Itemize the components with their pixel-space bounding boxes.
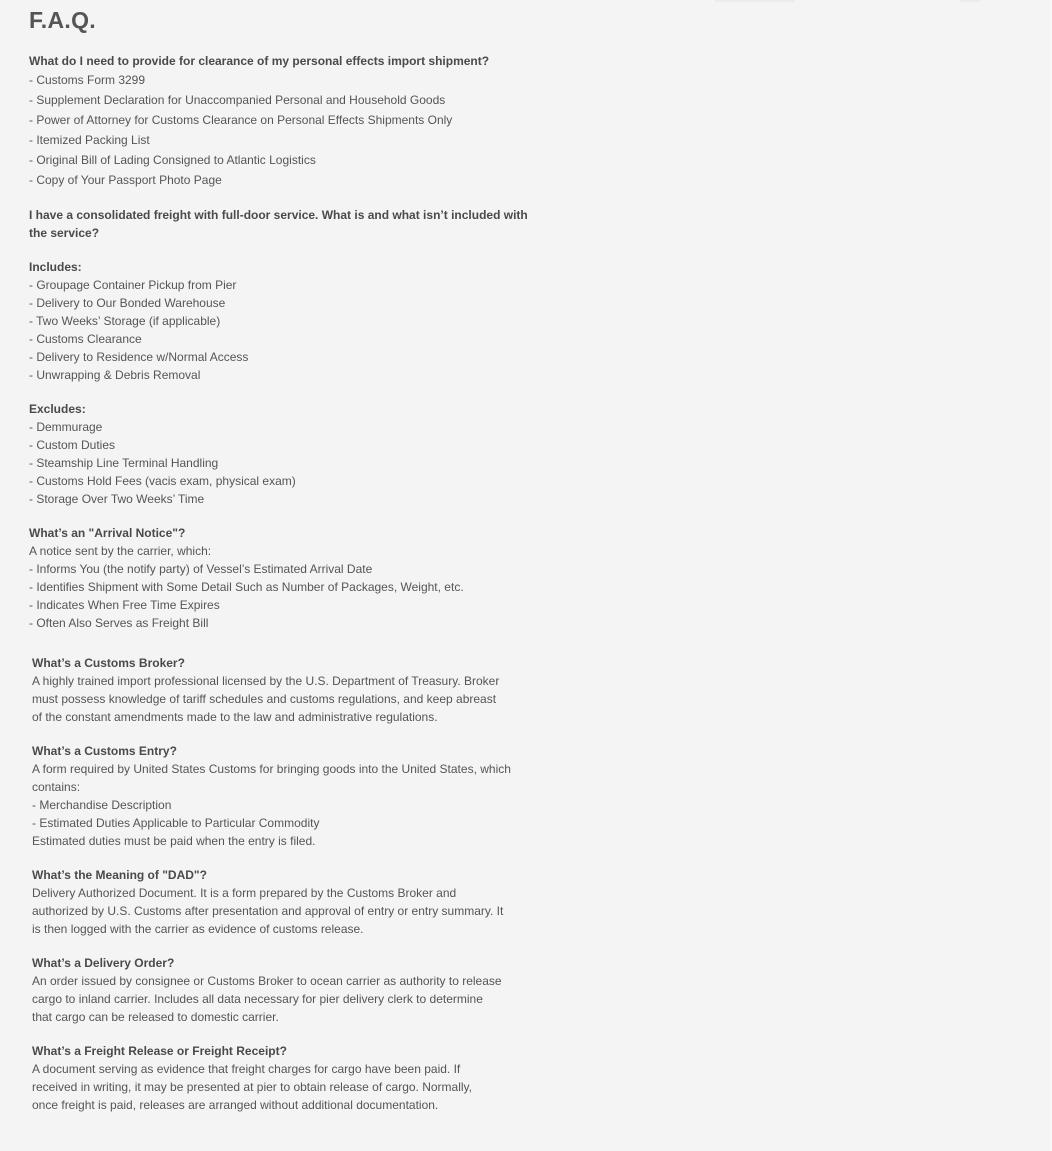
faq-item-freight-release [32,1042,511,1114]
list-item: - Estimated Duties Applicable to Particular Commodity [32,816,320,830]
list-item: - Storage Over Two Weeks’ Time [29,492,205,506]
faq-answer-line: once freight is paid, releases are arranged without additional documentation. [32,1098,439,1112]
list-item: - Itemized Packing List [29,133,150,147]
faq-question: I have a consolidated freight with full-door service. What is and what isn’t included with [29,208,528,222]
list-item: - Two Weeks’ Storage (if applicable) [29,314,221,328]
list-item: - Customs Form 3299 [29,73,146,87]
faq-answer-intro: A notice sent by the carrier, which: [29,544,212,558]
list-item: - Customs Hold Fees (vacis exam, physical exam) [29,474,296,488]
faq-item-consolidated-freight [29,206,528,508]
faq-answer-line: of the constant amendments made to the law and administrative regulations. [32,710,438,724]
spacer [29,242,528,258]
list-item: - Indicates When Free Time Expires [29,598,220,612]
faq-item-customs-broker [32,654,511,726]
faq-answer-line: A form required by United States Customs for bringing goods into the United States, which [32,762,511,776]
list-item: - Supplement Declaration for Unaccompanied Personal and Household Goods [29,93,446,107]
list-item: - Unwrapping & Debris Removal [29,368,201,382]
faq-answer-list [29,70,528,190]
faq-item-arrival-notice [29,524,528,632]
top-divider-small [960,0,980,2]
faq-question: What’s the Meaning of "DAD"? [32,868,207,882]
page-title: F.A.Q. [29,7,96,33]
faq-answer-line: must possess knowledge of tariff schedules and customs regulations, and keep abreast [32,692,497,706]
excludes-heading: Excludes: [29,402,86,416]
faq-question: What’s an "Arrival Notice"? [29,526,186,540]
faq-question: What’s a Customs Broker? [32,656,185,670]
spacer [29,384,528,400]
faq-block-b [32,654,511,1114]
list-item: - Delivery to Our Bonded Warehouse [29,296,226,310]
list-item: - Delivery to Residence w/Normal Access [29,350,249,364]
faq-block-a [29,52,528,632]
faq-answer-line: A document serving as evidence that freight charges for cargo have been paid. If [32,1062,461,1076]
faq-item-delivery-order [32,954,511,1026]
faq-item-customs-entry [32,742,511,850]
list-item: - Merchandise Description [32,798,172,812]
list-item: - Identifies Shipment with Some Detail Such as Number of Packages, Weight, etc. [29,580,464,594]
spacer [32,938,511,954]
spacer [32,726,511,742]
list-item: - Original Bill of Lading Consigned to Atlantic Logistics [29,153,316,167]
spacer [29,508,528,524]
spacer [29,190,528,206]
faq-answer-line: received in writing, it may be presented at pier to obtain release of cargo. Normally, [32,1080,472,1094]
list-item: - Copy of Your Passport Photo Page [29,173,222,187]
faq-answer-line: contains: [32,780,81,794]
faq-answer-line: authorized by U.S. Customs after presentation and approval of entry or entry summary. It [32,904,504,918]
spacer [32,1026,511,1042]
faq-question-cont: the service? [29,226,100,240]
faq-answer-line: Delivery Authorized Document. It is a form prepared by the Customs Broker and [32,886,457,900]
list-item: - Demmurage [29,420,103,434]
list-item: - Often Also Serves as Freight Bill [29,616,209,630]
faq-item-dad-meaning [32,866,511,938]
faq-answer-line: that cargo can be released to domestic carrier. [32,1010,279,1024]
faq-question: What’s a Freight Release or Freight Receipt? [32,1044,287,1058]
list-item: - Customs Clearance [29,332,142,346]
faq-answer-line: is then logged with the carrier as evidence of customs release. [32,922,364,936]
faq-answer-line: Estimated duties must be paid when the entry is filed. [32,834,316,848]
faq-answer-line: cargo to inland carrier. Includes all data necessary for pier delivery clerk to determine [32,992,483,1006]
list-item: - Informs You (the notify party) of Vessel’s Estimated Arrival Date [29,562,373,576]
faq-answer-line: An order issued by consignee or Customs Broker to ocean carrier as authority to release [32,974,502,988]
top-divider [715,0,795,2]
list-item: - Custom Duties [29,438,116,452]
includes-heading: Includes: [29,260,82,274]
faq-question: What’s a Delivery Order? [32,956,175,970]
list-item: - Steamship Line Terminal Handling [29,456,219,470]
faq-answer-line: A highly trained import professional licensed by the U.S. Department of Treasury. Broker [32,674,500,688]
faq-item-personal-effects [29,52,528,190]
list-item: - Groupage Container Pickup from Pier [29,278,237,292]
spacer [32,850,511,866]
faq-question: What’s a Customs Entry? [32,744,177,758]
faq-question: What do I need to provide for clearance of my personal effects import shipment? [29,54,490,68]
list-item: - Power of Attorney for Customs Clearance on Personal Effects Shipments Only [29,113,453,127]
